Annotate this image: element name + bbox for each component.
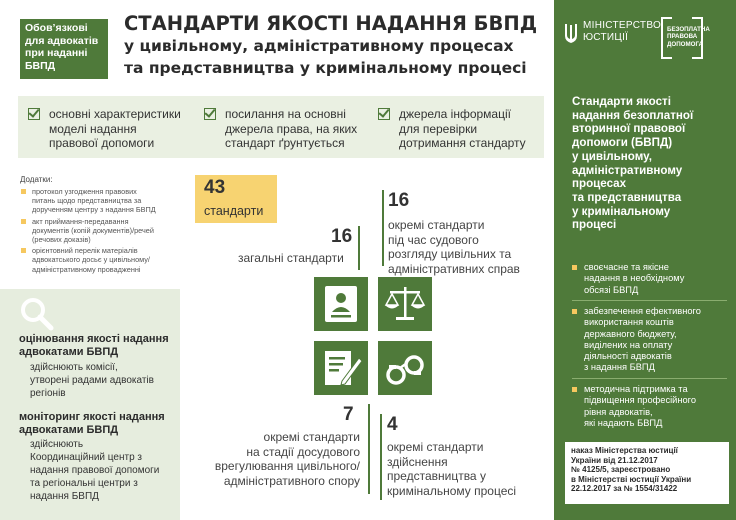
- goal-text: надання в необхідному: [584, 273, 685, 284]
- heading-line: адвокатами БВПД: [19, 346, 119, 358]
- appendix-text: документів (копій документів)/речей: [32, 225, 154, 235]
- text-line: та регіональні центри з: [30, 478, 138, 489]
- bullet-icon: [572, 309, 577, 314]
- criminal-standards-label: [387, 440, 516, 498]
- title-line: СТАНДАРТИ ЯКОСТІ НАДАННЯ БВПД: [124, 12, 538, 35]
- goal-text: діяльності адвокатів: [584, 351, 672, 362]
- divider-line: [380, 414, 382, 500]
- check-text: джерела права, на яких: [225, 121, 358, 136]
- sidebar-title: [572, 95, 730, 232]
- text-line: Координаційний центр з: [30, 452, 142, 463]
- goal-item: [572, 306, 732, 374]
- monitoring-text: [30, 438, 159, 503]
- appendix-text: питань щодо представництва за: [32, 196, 142, 206]
- group-text: здійснення: [387, 454, 448, 469]
- ministry-name: [583, 20, 661, 44]
- appendix-text: акт приймання-передавання: [32, 216, 129, 226]
- group-text: врегулювання цивільного/: [214, 459, 360, 473]
- badge-line: для адвокатів: [25, 34, 99, 47]
- order-reference: [565, 442, 729, 504]
- check-item: [378, 107, 526, 151]
- goal-text: які надають БВПД: [584, 417, 663, 428]
- appendix-text: адміністративному провадженні: [32, 264, 141, 274]
- check-text: для перевірки: [399, 121, 478, 136]
- heading-line: адвокатами БВПД: [19, 424, 119, 436]
- group-text: адміністративного спору: [223, 473, 360, 488]
- goal-text: обсязі БВПД: [584, 284, 639, 295]
- divider-line: [572, 378, 727, 379]
- group-text: на стадії досудового: [246, 444, 360, 459]
- order-line: 22.12.2017 за № 1554/31422: [571, 484, 678, 494]
- heading-line: моніторинг якості надання: [19, 411, 165, 423]
- divider-line: [358, 226, 360, 270]
- goal-text: використання коштів: [584, 317, 674, 328]
- bullet-icon: [572, 265, 577, 270]
- bullet-icon: [21, 248, 26, 253]
- heading-line: оцінювання якості надання: [19, 333, 169, 345]
- group-text: окремі стандарти: [387, 440, 484, 454]
- order-line: України від 21.12.2017: [571, 455, 658, 465]
- id-card-icon: [314, 277, 368, 331]
- title-line: та представництва: [572, 190, 682, 204]
- goal-text: з надання БВПД: [584, 362, 655, 373]
- check-text: джерела інформації: [399, 107, 511, 121]
- check-text: посилання на основні: [225, 107, 346, 121]
- group-text: розгляду цивільних та: [388, 247, 512, 261]
- assessment-heading: [19, 333, 169, 359]
- scales-icon: [378, 277, 432, 331]
- total-standards: [195, 175, 277, 223]
- title-line: та представництва у кримінальному процесі: [124, 59, 527, 77]
- logo-line: БЕЗОПЛАТНА: [667, 26, 710, 33]
- goal-text: своєчасне та якісне: [584, 262, 669, 272]
- page-title: [124, 13, 544, 79]
- appendix-item: [20, 187, 190, 215]
- title-line: процесі: [572, 218, 617, 232]
- text-line: надання БВПД: [30, 491, 99, 502]
- handcuffs-icon: [378, 341, 432, 395]
- logo-line: ДОПОМОГА: [667, 40, 704, 48]
- check-text: стандарт ґрунтується: [225, 136, 345, 150]
- goal-text: підвищення професійного: [584, 395, 697, 406]
- check-text: правової допомоги: [49, 136, 155, 150]
- goal-text: забезпечення ефективного: [584, 306, 701, 316]
- title-line: у кримінальному: [572, 204, 671, 218]
- trident-emblem-icon: [564, 22, 578, 44]
- goal-text: державного бюджету,: [584, 328, 677, 339]
- pretrial-standards-label: [192, 430, 360, 488]
- checkbox-icon: [28, 108, 40, 120]
- text-line: здійснюють комісії,: [30, 362, 118, 373]
- text-line: здійснюють: [30, 439, 84, 450]
- title-line: адміністративному: [572, 163, 683, 177]
- text-line: надання правової допомоги: [30, 465, 160, 476]
- general-standards-label: [238, 251, 344, 266]
- group-text: загальні стандарти: [238, 251, 344, 265]
- ministry-line: МІНІСТЕРСТВО: [583, 20, 662, 31]
- title-line: Стандарти якості: [572, 95, 671, 108]
- appendix-text: (речових доказів): [32, 235, 91, 245]
- quality-control-panel: [0, 289, 180, 520]
- check-item: [204, 107, 357, 151]
- assessment-text: [30, 361, 154, 400]
- bullet-icon: [21, 189, 26, 194]
- free-legal-aid-logo: [661, 17, 710, 57]
- total-label: стандарти: [204, 204, 264, 218]
- divider-line: [382, 190, 384, 266]
- title-line: у цивільному, адміністративному процесах: [124, 37, 514, 55]
- check-text: моделі надання: [49, 121, 137, 136]
- goal-text: виділених на оплату: [584, 339, 673, 350]
- goal-item: [572, 262, 732, 296]
- group-text: під час судового: [388, 232, 479, 247]
- order-line: в Міністерстві юстиції України: [571, 474, 692, 484]
- total-number: 43: [204, 177, 226, 198]
- check-item: [28, 107, 181, 151]
- mandatory-badge: [20, 19, 108, 79]
- goal-text: рівня адвокатів,: [584, 406, 653, 417]
- ministry-line: ЮСТИЦІЇ: [583, 32, 629, 43]
- court-standards-label: [388, 218, 520, 276]
- checkbox-icon: [378, 108, 390, 120]
- group-text: адміністративних справ: [388, 261, 520, 276]
- divider-line: [572, 300, 727, 301]
- goal-item: [572, 384, 732, 429]
- group-text: представництва у: [387, 469, 486, 483]
- logo-line: ПРАВОВА: [667, 33, 698, 41]
- magnifier-icon: [18, 295, 58, 335]
- order-line: № 4125/5, зареєстровано: [571, 465, 671, 475]
- appendix-item: [20, 246, 190, 274]
- goal-text: методична підтримка та: [584, 384, 688, 394]
- check-text: дотримання стандарту: [399, 136, 526, 150]
- appendices-heading: Додатки:: [20, 175, 53, 184]
- appendix-text: протокол узгодження правових: [32, 187, 137, 196]
- group-text: кримінальному процесі: [387, 483, 517, 498]
- appendix-text: орієнтовний перелік матеріалів: [32, 246, 138, 256]
- divider-line: [368, 404, 370, 494]
- monitoring-heading: [19, 411, 165, 437]
- appendix-item: [20, 217, 190, 245]
- bullet-icon: [572, 387, 577, 392]
- checkbox-icon: [204, 108, 216, 120]
- text-line: утворені радами адвокатів: [30, 375, 154, 386]
- check-text: основні характеристики: [49, 107, 181, 121]
- title-line: надання безоплатної: [572, 108, 694, 122]
- group-text: окремі стандарти: [388, 218, 485, 232]
- badge-line: Обов’язкові: [25, 22, 88, 34]
- appendix-text: адвокатського досьє у цивільному/: [32, 255, 150, 265]
- bullet-icon: [21, 219, 26, 224]
- text-line: регіонів: [30, 388, 66, 399]
- title-line: процесах: [572, 177, 627, 191]
- group-text: окремі стандарти: [263, 430, 360, 444]
- title-line: у цивільному,: [572, 149, 652, 163]
- order-line: наказ Міністерства юстиції: [571, 446, 678, 455]
- title-line: допомоги (БВПД): [572, 136, 673, 150]
- badge-line: БВПД: [25, 59, 56, 72]
- badge-line: при наданні: [25, 47, 88, 59]
- criminal-standards-number: 4: [387, 414, 398, 435]
- general-standards-number: 16: [331, 226, 353, 247]
- appendices: [20, 175, 190, 276]
- standard-contents-panel: [18, 96, 544, 158]
- pretrial-standards-number: 7: [343, 404, 354, 425]
- court-standards-number: 16: [388, 190, 410, 211]
- title-line: вторинної правової: [572, 122, 686, 136]
- document-pen-icon: [314, 341, 368, 395]
- appendix-text: дорученням центру з надання БВПД: [32, 205, 156, 215]
